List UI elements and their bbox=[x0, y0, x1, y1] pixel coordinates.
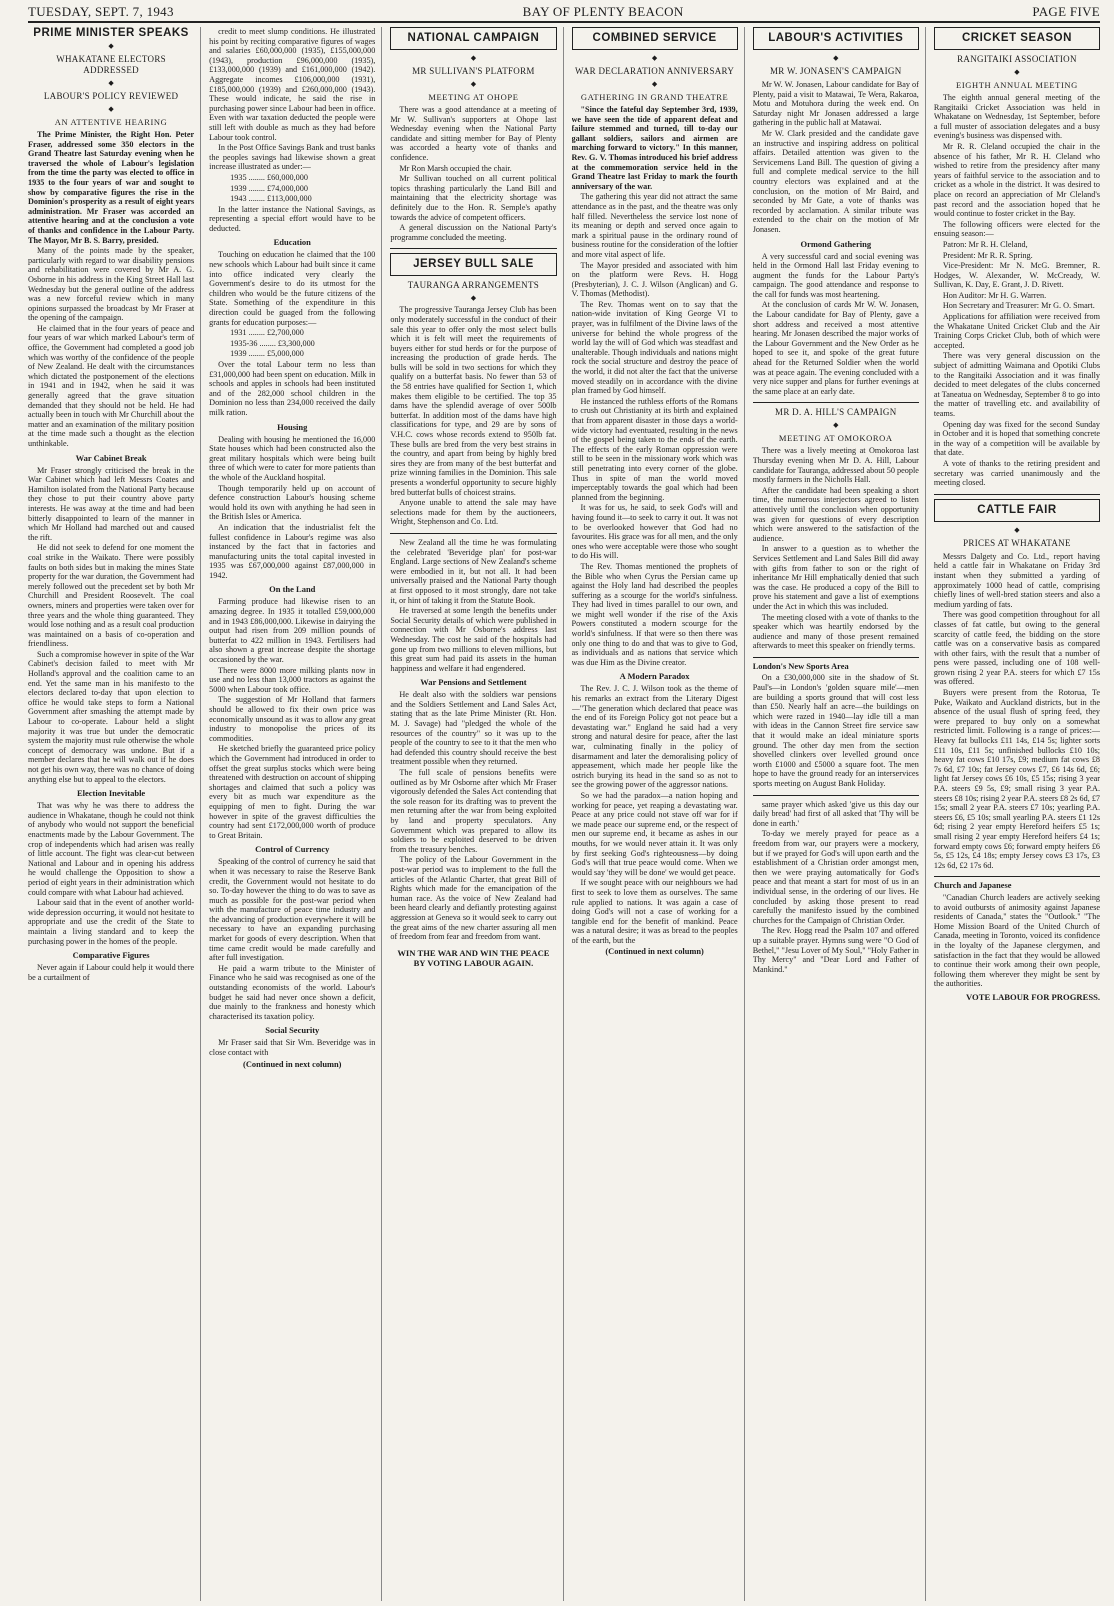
section-heading: Social Security bbox=[265, 1025, 320, 1036]
column-1 bbox=[28, 27, 201, 1601]
article-title-labours-activities: LABOUR'S ACTIVITIES bbox=[768, 32, 904, 44]
column-3 bbox=[390, 27, 563, 1601]
divider: ◆ bbox=[108, 105, 114, 113]
columns bbox=[28, 27, 1100, 1601]
paragraph: Labour said that in the event of another world-wide depression occurring, it would not hesitate to appropriate and use the credit of the State to maintain a living standard and to keep the purchasing power in the homes of the people. bbox=[28, 898, 195, 946]
paragraph: Applications for affiliation were received from the Whakatane United Cricket Club and the Air Training Corps Cricket Club, both of which were accepted. bbox=[933, 312, 1101, 350]
article-rule bbox=[753, 795, 919, 796]
divider: ◆ bbox=[1014, 68, 1020, 76]
paragraph: Speaking of the control of currency he said that when it was necessary to raise the Reserve Bank credit, the Government would not hesitate to do so. To-day however the thing to do was to save as much as possible for the post-war period when with the manufacture of peace time industry and the advancing of production everywhere it will be necessary to have an expanding purchasing market for goods of every description. When that time came credit would be made carefully and after full investigation. bbox=[209, 857, 376, 963]
article-title-cricket-season: CRICKET SEASON bbox=[962, 32, 1072, 44]
figure-line: 1943 ........ £113,000,000 bbox=[230, 194, 312, 204]
headline-box bbox=[934, 499, 1100, 522]
article-subtitle: WHAKATANE ELECTORS ADDRESSED bbox=[56, 54, 166, 75]
paragraph: The full scale of pensions benefits were outlined as by Mr Osborne after which Mr Fraser vigorously defended the Sales Act contending that the sole reason for its drafting was to prevent the men returning after the war from being exploited by land and property speculators. Any Government which was prepared to allow its soldiers to be exploited deserved to be driven from the treasury benches. bbox=[390, 768, 557, 854]
paragraph: The eighth annual general meeting of the Rangitaiki Cricket Association was held in Whakatane on Wednesday, 1st September, before a full muster of association delegates and a busy evening's business was dispensed with. bbox=[933, 93, 1101, 141]
paragraph: "Canadian Church leaders are actively seeking to avoid outbursts of animosity against Japanese residents of Canada," states the "Outlook." "The Home Mission Board of the United Church of Canada, meeting in Toronto, voiced its confidence in the loyalty of the Japanese clergymen, and satisfaction in the fact that they would be allowed to continue their work among their own people, following them wherever they might be sent by the authorities. bbox=[933, 892, 1101, 989]
paragraph: The Rev. Thomas mentioned the prophets of the Bible who when Cyrus the Persian came up against the Holy land had described the peoples suffering as a scourge for the world's sinfulness. They had lived in times parallel to our own, and we might well wonder if the rise of the Axis Powers constituted a modern scourge for the world's sinfulness. If that were so then there was only one thing to do and that was to give to God, as individuals and as nations that service which was due Him as the Divine creator. bbox=[571, 561, 738, 667]
continued-note: (Continued in next column) bbox=[243, 1059, 342, 1069]
paragraph: He claimed that in the four years of peace and four years of war which marked Labour's term of office, the Government had completed a good job which was worthy of the confidence of the people of New Zealand. He dealt with the circumstances which dictated the postponement of the elections in 1941 and in 1942, when he said it was generally agreed that the grave situation demanded that they should not be held. He had actually been in touch with Mr Churchill about the matter and an examination of the military position at the time made such a thought as the election unthinkable. bbox=[28, 323, 195, 448]
column-2 bbox=[209, 27, 382, 1601]
paragraph: That was why he was there to address the audience in Whakatane, though he could not think of anybody who would not support the beneficial enactments made by the Labour Government. The crop of independents which had arisen was really of little account. The fight was clear-cut between National and Labour and in opening his address he would challenge the Opposition to show a period of eight years in their administration which could compare with what Labour had achieved. bbox=[28, 801, 195, 897]
paragraph: The suggestion of Mr Holland that farmers should be allowed to fix their own price was economically unsound as it was to allow any great industry to monopolise the prices of its commodities. bbox=[209, 695, 376, 743]
paragraph: Mr W. Clark presided and the candidate gave an instructive and inspiring address on political affairs. Detailed attention was given to the Servicemens Land Bill. The question of giving a full and complete medical service to the hill country electors was explained and at the conclusion, on the motion of Mr Baird, and seconded by Mr Gate, a vote of thanks was recorded by acclamation. A similar tribute was extended to the chair on the motion of Mr Jonasen. bbox=[752, 128, 919, 234]
paragraph: The progressive Tauranga Jersey Club has been only moderately successful in the conduct of their sale this year to offer only the most select bulls which it is felt will meet the requirements of buyers either for stud herds or for the purpose of increasing the production of grade herds. The bulls will be sold in two sections for which they qualify on a butterfat basis. No fewer than 53 of the 58 entries have qualified for Section 1, which makes them eligible to be certified. The top 35 dams have the splendid average of over 500lb butterfat. In addition most of the dams have high classifications for type, and 29 are by sons of V.H.C. cows whose records extend to 950lb fat. These bulls are bred from the very best strains in the country, and apart from being by highly bred sires they are from many of the best butterfat and prize winning families in the Dominion. This sale presents a wonderful opportunity to secure highly bred butterfat bulls of choicest strains. bbox=[390, 305, 557, 497]
article-subtitle: MEETING AT OHOPE bbox=[428, 92, 519, 102]
paragraph: credit to meet slump conditions. He illustrated his point by reciting comparative figures of wages and salaries £60,000,000 (1935), £155,000,000 (1943), production £96,000,000 (1935), £133,000,000 (1939) and £161,000,000 (1942). Aggregate incomes £106,000,000 (1931), £185,000,000 (1939) and £260,000,000 (1943). These would indicate, he said the rise in purchasing power since Labour had been in office. Even with war taxation deducted the people were still left with double as much as they had before Labour took control. bbox=[209, 27, 376, 142]
column-4 bbox=[572, 27, 745, 1601]
paragraph: The following officers were elected for the ensuing season:— bbox=[933, 219, 1101, 239]
paragraph: There was very general discussion on the subject of admitting Waimana and Opotiki Clubs to the Rangitaiki Association and it was finally decided to meet delegates of the clubs concerned at Taneatua on Wednesday, September 8 to go into the matter of travelling etc. and availability of teams. bbox=[933, 351, 1101, 418]
article-title-jersey-bull-sale: JERSEY BULL SALE bbox=[413, 258, 534, 271]
article-rule bbox=[390, 248, 556, 249]
paragraph: Many of the points made by the speaker, particularly with regard to war disability pensions and rehabilitation were covered by Mr A. G. Osborne in his address in the King Street Hall last Wednesday but the general outline of the address was a new forceful review which in many opinions surpassed the broadcast by Mr Fraser at the opening of the campaign. bbox=[28, 246, 195, 323]
article-subtitle: RANGITAIKI ASSOCIATION bbox=[957, 54, 1077, 64]
paragraph: The Rev. Hogg read the Psalm 107 and offered up a suitable prayer. Hymns sung were "O God of Bethel," "Jesu Lover of My Soul," "Holy Father in Thy Mercy" and "Dear Lord and Father of Mankind." bbox=[752, 926, 919, 974]
section-heading: A Modern Paradox bbox=[619, 671, 690, 682]
headline-box bbox=[934, 27, 1100, 50]
paragraph: The policy of the Labour Government in the post-war period was to implement to the full the articles of the Atlantic Charter, that great Bill of Rights which made for the emancipation of the human race. As the voice of New Zealand had been heard clearly and defiantly protesting against aggression at Geneva so it would seek to carry out the great aims of the new charter assuring all men of freedom from fear and freedom from want. bbox=[390, 855, 557, 942]
article-title-cattle-fair: CATTLE FAIR bbox=[977, 503, 1057, 516]
continued-note: (Continued in next column) bbox=[605, 947, 704, 957]
paragraph: There was a lively meeting at Omokoroa last Thursday evening when Mr D. A. Hill, Labour candidate for Tauranga, addressed about 50 people mostly farmers in the Nicholls Hall. bbox=[752, 446, 919, 485]
article-subtitle: LABOUR'S POLICY REVIEWED bbox=[43, 91, 179, 101]
article-subtitle: EIGHTH ANNUAL MEETING bbox=[956, 80, 1078, 90]
paragraph: So we had the paradox—a nation hoping and working for peace, yet reaping a devastating war. Peace at any price could not stave off war for if we made peace our supreme end, or the respect of men our supreme end, it became as ashes in our mouths, for we would never attain it. It was only by first seeking God's righteousness—by doing God's will that true peace would come. When we would say 'they will be done' we would get peace. bbox=[571, 790, 738, 877]
section-heading: Comparative Figures bbox=[72, 950, 150, 961]
paragraph: Touching on education he claimed that the 100 new schools which Labour had built since it came into office indicated very clearly the Government's desire to do its utmost for the children who would be the future citizens of the State. Something of the expenditure in this direction could be guaged from the following grants for education purposes:— bbox=[209, 250, 376, 327]
article-title-hills-campaign: MR D. A. HILL'S CAMPAIGN bbox=[775, 407, 897, 418]
masthead-page-number: PAGE FIVE bbox=[1032, 4, 1100, 19]
divider: ◆ bbox=[833, 421, 839, 430]
headline-box bbox=[753, 27, 919, 50]
article-lead: "Since the fateful day September 3rd, 1939, we have seen the tide of apparent defeat and failure stemmed and turned, till to-day our gallant soldiers, sailors and airmen are marching forward to victory." In this manner, Rev. G. V. Thomas introduced his brief address at the commemoration service held in the Grand Theatre last Friday to mark the fourth anniversary of the war. bbox=[571, 105, 738, 191]
paragraph: He instanced the ruthless efforts of the Romans to crush out Christianity at its birth and explained that from apparent disaster in those days a world-wide victory had eventuated, resulting in the news of the gospel being taken to the ends of the earth. The effects of the early Roman oppression were still to be seen in the missionary work which was still penetrating into every corner of the globe. Thus in spite of man the world moved imperceptably towards the goal which had been planned from the beginning. bbox=[571, 396, 738, 502]
divider: ◆ bbox=[108, 42, 114, 50]
divider: ◆ bbox=[470, 80, 477, 88]
divider: ◆ bbox=[833, 54, 839, 62]
paragraph: The Rev. Thomas went on to say that the nation-wide invitation of King George VI to prayer, was in fulfilment of the Divine laws of the universe for behind the whole progress of the world lay the will of God which was steadfast and unalterable. Though individuals and nations might rock the social structure and destroy the peace of the world, it did not alter the fact that the universe moved steadily on in accordance with the divine plan framed by God himself. bbox=[571, 299, 738, 396]
section-heading: Education bbox=[273, 237, 311, 248]
paragraph: A very successful card and social evening was held in the Ormond Hall last Friday evening to augment the funds for the Labour Party's campaign. The good attendance and response to the call for funds was most heartening. bbox=[752, 251, 919, 299]
paragraph: There was a good attendance at a meeting of Mr W. Sullivan's supporters at Ohope last Wednesday evening when the National Party candidate and sitting member for Bay of Plenty was accorded a hearty vote of thanks and confidence. bbox=[390, 105, 557, 162]
paragraph: He dealt also with the soldiers war pensions and the Soldiers Settlement and Land Sales Act, stating that as the late Prime Minister (Rt. Hon. M. J. Savage) had "pledged the whole of the resources of the country" so it was up to the people of the country to see to it that the men who had defended this country should receive the best treatment possible when they returned. bbox=[390, 690, 557, 767]
divider: ◆ bbox=[651, 54, 658, 62]
paragraph: Over the total Labour term no less than £31,000,000 had been spent on education. Milk in schools and apples in schools had been instituted and of the 282,000 school children in the Dominion no less than 234,000 received the daily milk ration. bbox=[209, 360, 376, 417]
paragraph: The meeting closed with a vote of thanks to the speaker which was heartily endorsed by the audience and many of those present remained afterwards to meet this speaker on friendly terms. bbox=[752, 612, 919, 651]
paragraph: New Zealand all the time he was formulating the celebrated 'Beveridge plan' for post-war England. Large sections of New Zealand's scheme were embodied in it, but not all. It had been universally praised and the National Party though at first opposed to it most strongly, dare not take it, or hint of taking it from the Statute Book. bbox=[390, 537, 557, 605]
paragraph: On a £30,000,000 site in the shadow of St. Paul's—in London's 'golden square mile'—men are building a sports ground that will cost less than £50. Nearly half an acre—the buildings on which were razed in 1940—lay idle till a man with ideas in the Cannon Street fire service saw that it would make an ideal miniature sports ground. The other day men from the section shovelled clinkers over levelled ground once worth £1000 and £5000 a square foot. The men hope to have the ground ready for an interservices sports meeting on August Bank Holiday. bbox=[752, 673, 919, 788]
article-subtitle: WAR DECLARATION ANNIVERSARY bbox=[575, 66, 735, 76]
article-title-combined-service: COMBINED SERVICE bbox=[592, 32, 717, 44]
article-subtitle: TAURANGA ARRANGEMENTS bbox=[407, 280, 540, 291]
figure-line: 1939 ........ £5,000,000 bbox=[230, 349, 304, 359]
paragraph: If we sought peace with our neighbours we had first to seek to love them as ourselves. The same rule applied to nations. It was again a case of doing God's will not a case of working for a tangible end for the benefit of mankind. Peace was a natural desire; it was as bread to the peoples of the earth, but the bbox=[571, 878, 738, 945]
paragraph: Mr Fraser said that Sir Wm. Beveridge was in close contact with bbox=[209, 1038, 376, 1057]
divider: ◆ bbox=[651, 80, 658, 88]
article-subtitle: MR SULLIVAN'S PLATFORM bbox=[412, 66, 535, 76]
article-rule bbox=[934, 494, 1100, 495]
paragraph: At the conclusion of cards Mr W. W. Jonasen, the Labour candidate for Bay of Plenty, gave a short address and received a most attentive hearing. Mr Jonasen described the major works of the Labour Government and the New Order as he hoped to see it, and spoke of the great future ahead for the Returned Soldier when the world was at peace again. The evening concluded with a very nice supper and plans for further evenings at the same place at an early date. bbox=[752, 300, 919, 396]
paragraph: In answer to a question as to whether the Services Settlement and Land Sales Bill did away with gifts from father to son or the right of inheritance Mr Hill emphatically denied that such was the case. He produced a copy of the Bill to prove his statement and gave a list of exemptions under the Act in which this was included. bbox=[752, 544, 919, 611]
headline-box bbox=[572, 27, 738, 50]
article-title-national-campaign: NATIONAL CAMPAIGN bbox=[407, 32, 540, 44]
paragraph: In the Post Office Savings Bank and trust banks the peoples savings had likewise shown a great increase illustrated as under:— bbox=[209, 143, 376, 172]
headline-box bbox=[390, 253, 556, 276]
article-rule bbox=[934, 876, 1100, 877]
paragraph: Dealing with housing he mentioned the 16,000 State houses which had been constructed also the great military hospitals which were being built three of which were to cater for more patients than the whole of the Auckland hospital. bbox=[209, 434, 376, 482]
headline-box bbox=[390, 27, 556, 50]
paragraph: Mr Sullivan touched on all current political topics thrashing particularly the Land Bill and maintaining that the electricity shortage was definitely due to the Hon. R. Semple's apathy towards the advice of competent officers. bbox=[390, 174, 557, 222]
paragraph: An indication that the industrialist felt the fullest confidence in Labour's regime was also instanced by the fact that in factories and manufacturing units the total capital invested in 1935 was £67,000,000 against £87,000,000 in 1942. bbox=[209, 522, 376, 580]
paragraph: Hon Secretary and Treasurer: Mr G. O. Smart. bbox=[942, 301, 1095, 311]
paragraph: Mr Ron Marsh occupied the chair. bbox=[399, 163, 512, 173]
article-subtitle: GATHERING IN GRAND THEATRE bbox=[580, 92, 729, 102]
figure-line: 1931 ........ £2,700,000 bbox=[230, 328, 304, 338]
section-heading: War Pensions and Settlement bbox=[420, 677, 527, 688]
paragraph: In the latter instance the National Savings, as representing a special effort would have to be deducted. bbox=[209, 204, 376, 233]
paragraph: Opening day was fixed for the second Sunday in October and it is hoped that something concrete in the way of a competition will be available by that date. bbox=[933, 419, 1101, 458]
paragraph: After the candidate had been speaking a short time, the numerous interjectors agreed to listen attentively until the conclusion when opportunity was given for questions of every description which were answered to the satisfaction of the audience. bbox=[752, 485, 919, 543]
figure-line: 1935-36 ........ £3,300,000 bbox=[230, 338, 315, 348]
section-heading: Control of Currency bbox=[255, 844, 330, 855]
article-rule bbox=[753, 402, 919, 403]
paragraph: Vice-President: Mr N. McG. Bremner, R. Hodges, W. Alexander, W. McCready, W. Sullivan, K. Day, E. Grant, J. D. Rivett. bbox=[933, 261, 1101, 290]
paragraph: Such a compromise however in spite of the War Cabinet's decision failed to meet with Mr Holland's approval and the coalition came to an end. Yet the same man in his manifesto to the electors declared to-day that upon election to office he would take steps to form a National Government after smashing the attempt made by Labour to co-operate. Labour held a slight majority it was true but under the democratic system the majority must rule otherwise the whole concept of democracy was undone. But if a member declares that he will walk out if he does not get his own way, there was no chance of doing anything else but to appeal to the electors. bbox=[28, 649, 195, 784]
paragraph: The gathering this year did not attract the same attendance as in the past, and the theatre was only half filled. Nevertheless the service lost none of its meaning or depth and served once again to mark a spiritual pause in the ordinary round of business routine for the consideration of the loftier and more vital aspect of life. bbox=[571, 192, 738, 259]
article-rule bbox=[390, 533, 556, 534]
section-heading: War Cabinet Break bbox=[75, 452, 147, 463]
masthead-paper-name: BAY OF PLENTY BEACON bbox=[522, 4, 684, 19]
paragraph: The Mayor presided and associated with him on the platform were Revs. H. Hogg (Presbyterian), J. C. J. Wilson (Anglican) and G. V. Thomas (Methodist). bbox=[571, 260, 738, 299]
masthead bbox=[28, 4, 1100, 23]
section-heading: Election Inevitable bbox=[76, 788, 146, 799]
paragraph: Anyone unable to attend the sale may have selections made for them by the auctioneers, Wright, Stephenson and Co. Ltd. bbox=[390, 498, 557, 527]
paragraph: He traversed at some length the benefits under Social Security details of which were published in connection with Mr Osborne's address last Wednesday. The cost he said of the hospitals had gone up from two millions to eleven millions, but this great sum had paid its assets in the human happiness and welfare it had engendered. bbox=[390, 606, 557, 673]
paragraph: Buyers were present from the Rotorua, Te Puke, Waikato and Auckland districts, but in the absence of the usual flush of spring feed, they were prepared to buy only on a somewhat restricted limit. Following is a range of prices:— Heavy fat bullocks £11 14s, £14 5s; lighter sorts £11 10s, £11 5s; unfinished bullocks £10 10s; heavy fat cows £10 17s, £9; medium fat cows £8 7s 6d, £7 10s; fat Jersey cows £7, £6 14s 6d, £6; light fat Jersey cows £6 10s, £5 15s; rising 3 year P.A. steers £9 5s, £9; small rising 3 year P.A. steers £8 10s; rising 2 year P.A. steers £8 2s 6d, £7 15s; small 2 year P.A. steers £7 10s; yearling P.A. steers £6, £5 10s; small yearling P.A. steers £1 12s 6d; rising 2 year empty Hereford heifers £5 1s; small rising 2 year empty Hereford heifers £4 1s; forward empty cows £6; forward empty heifers £6 5s, £5 12s, £4 18s; empty Jersey cows £3 17s, £3 12s 6d, £2 17s 6d. bbox=[933, 688, 1101, 870]
masthead-date: TUESDAY, SEPT. 7, 1943 bbox=[28, 4, 174, 19]
section-heading: Ormond Gathering bbox=[800, 238, 872, 249]
election-slogan: WIN THE WAR AND WIN THE PEACE BY VOTING LABOUR AGAIN. bbox=[397, 947, 550, 968]
divider: ◆ bbox=[470, 54, 477, 62]
paragraph: To-day we merely prayed for peace as a freedom from war, our prayers were a mockery, but if we prayed for God's will upon earth and the establishment of a Christian order amongst men, then we were praying automatically for God's peace and that meant a start for most of us in an individual sense, in the ordering of our lives. He concluded by asking those present to read carefully the manifesto issued by the combined churches for the Campaign of Christian Order. bbox=[752, 829, 919, 925]
article-lead: The Prime Minister, the Right Hon. Peter Fraser, addressed some 350 electors in the Grand Theatre last Saturday evening when he traversed the whole of Labour's legislation from the time the party was elected to office in 1935 to the four years of war and sought to show by comparative figures the rise in the Dominion's prosperity as a result of eight years administration. Mr Fraser was accorded an attentive hearing and at the conclusion a vote of thanks and confidence in the Labour Party. The Mayor, Mr B. S. Barry, presided. bbox=[28, 130, 195, 245]
paragraph: It was for us, he said, to seek God's will and having found it—to seek to carry it out. It was not to be overlooked however that God had no favourites. His grace was for all men, and the only ones who were acceptable were those who sought to do His will. bbox=[571, 503, 738, 561]
article-rule bbox=[753, 657, 919, 658]
divider: ◆ bbox=[1014, 525, 1020, 534]
election-slogan: VOTE LABOUR FOR PROGRESS. bbox=[966, 991, 1101, 1002]
paragraph: Mr Fraser strongly criticised the break in the War Cabinet which had left Messrs Coates and Hamilton isolated from the National Party because they chose to put their country above party interests. He was away at the time and had been bitterly disappointed to learn of the manner in which Mr Holland had marched out and caused the rift. bbox=[28, 465, 195, 542]
paragraph: Never again if Labour could help it would there be a curtailment of bbox=[28, 963, 195, 982]
paragraph: A vote of thanks to the retiring president and secretary was carried unanimously and the meeting closed. bbox=[933, 458, 1101, 488]
paragraph: Though temporarily held up on account of defence construction Labour's housing scheme would hold its own with anything he had seen in the British Isles or America. bbox=[209, 483, 376, 522]
section-heading: Housing bbox=[277, 421, 308, 432]
article-title-prime-minister: PRIME MINISTER SPEAKS bbox=[33, 27, 189, 39]
paragraph: Farming produce had likewise risen to an amazing degree. In 1935 it totalled £59,000,000 and in 1943 £86,000,000. Likewise in dairying the output had risen from 209 million pounds of butterfat to 422 million in 1943. Fertilisers had also shown a great increase despite the shortage occasioned by the war. bbox=[209, 597, 376, 665]
paragraph: There were 8000 more milking plants now in use and no less than 13,000 tractors as against the 5000 when Labour took office. bbox=[209, 665, 376, 694]
paragraph: Mr R. R. Cleland occupied the chair in the absence of his father, Mr R. H. Cleland who wished to retire from the presidency after many years of faithful service to the association and to cricket as a whole in the district. It was desired to place on record an appreciation of Mr Cleland's past record and the association hoped that he would continue to foster cricket in the Bay. bbox=[933, 141, 1101, 219]
divider: ◆ bbox=[470, 294, 477, 303]
figure-line: 1935 ........ £60,000,000 bbox=[230, 172, 308, 182]
paragraph: Hon Auditor: Mr H. G. Warren. bbox=[942, 290, 1047, 300]
article-subtitle: MEETING AT OMOKOROA bbox=[778, 433, 893, 444]
paragraph: Messrs Dalgety and Co. Ltd., report having held a cattle fair in Whakatane on Friday 3rd instant when they submitted a yarding of approximately 1000 head of cattle, comprising chiefly lines of well-bred station steers and also a medium yarding of fats. bbox=[933, 551, 1101, 609]
paragraph: There was good competition throughout for all classes of fat cattle, but owing to the general scarcity of cattle feed, the bidding on the store cattle was on a conservative basis as compared with other fairs, with the result that a number of pens were passed, including one of 108 well-grown rising 2 year P.A. steers for which £7 15s was offered. bbox=[933, 610, 1101, 687]
divider: ◆ bbox=[108, 79, 114, 87]
paragraph: The Rev. J. C. J. Wilson took as the theme of his remarks an extract from the Literary Digest—"The generation which declared that peace was the end of its Foreign Policy got not peace but a devastating war." England he said had a very strong and natural desire for peace, after the last war, culminating finally in the policy of disarmament and later the demoralising policy of appeasement, which made her people like the ostrich burying its head in the sand so as not to see the growing power of the aggressor nations. bbox=[571, 684, 738, 790]
paragraph: He did not seek to defend for one moment the coal strike in the Waikato. There were possibly faults on both sides but in making the mines State property for the war duration, the Government had merely followed out the precedent set by both Mr Churchill and President Roosevelt. The coal owners, miners and properties were taken over for three years and the whole thing guaranteed. They would lose nothing and as a result coal production was maintained on a basis of co-operation and friendliness. bbox=[28, 543, 195, 649]
figure-line: 1939 ........ £74,000,000 bbox=[230, 183, 308, 193]
article-subtitle: PRICES AT WHAKATANE bbox=[963, 537, 1071, 548]
column-5 bbox=[753, 27, 926, 1601]
paragraph: A general discussion on the National Party's programme concluded the meeting. bbox=[390, 223, 557, 242]
section-heading: London's New Sports Area bbox=[752, 661, 849, 671]
paragraph: He paid a warm tribute to the Minister of Finance who he said was recognised as one of the outstanding economists of the world. Labour's budget he said had never once shown a deficit, due mainly to the frankness and honesty which characterised its taxation policy. bbox=[209, 963, 376, 1021]
section-heading: On the Land bbox=[269, 584, 316, 595]
paragraph: He sketched briefly the guaranteed price policy which the Government had introduced in order to offset the great surplus stocks which were being threatened with destruction on account of shipping shortages and claimed that such a policy was every bit as much war expenditure as the equipping of men to fight. During the war however in spite of the gravest difficulties the country had sent £172,000,000 worth of produce to Great Britain. bbox=[209, 744, 376, 840]
paragraph: same prayer which asked 'give us this day our daily bread' had first of all asked that 'Thy will be done in earth.' bbox=[752, 799, 919, 828]
article-subtitle: MR W. JONASEN'S CAMPAIGN bbox=[770, 66, 902, 76]
paragraph: Mr W. W. Jonasen, Labour candidate for Bay of Plenty, paid a visit to Matawai, Te Wera, Rakaroa, Motu and Motuhora during the week end. On Saturday night Mr Jonasen addressed a large gathering in the public hall at Matawai. bbox=[752, 80, 919, 128]
paragraph: President: Mr R. R. Spring. bbox=[942, 250, 1033, 260]
article-subtitle: AN ATTENTIVE HEARING bbox=[54, 117, 168, 127]
column-6 bbox=[934, 27, 1100, 1601]
section-heading: Church and Japanese bbox=[933, 881, 1012, 891]
paragraph: Patron: Mr R. H. Cleland, bbox=[942, 239, 1028, 249]
